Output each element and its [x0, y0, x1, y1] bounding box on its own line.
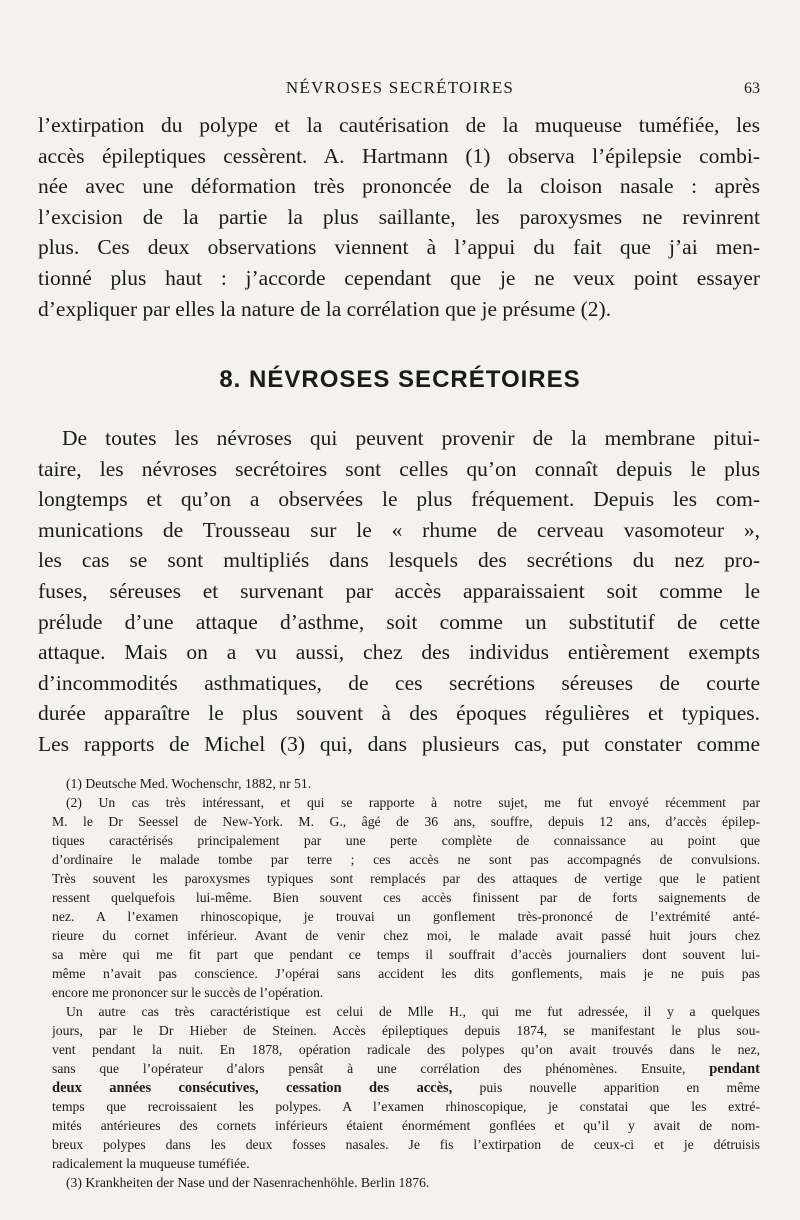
footnote-2b-line: vent pendant la nuit. En 1878, opération radicale des polypes qu’on avait trouvés dans le nez, — [52, 1042, 760, 1057]
footnote-2-line: M. le Dr Seessel de New-York. M. G., âgé de 36 ans, souffre, depuis 12 ans, d’accès épilep- — [52, 814, 760, 829]
text-line: d’expliquer par elles la nature de la corrélation que je présume (2). — [38, 296, 612, 321]
footnote-2b-emphasis: pendant — [709, 1061, 760, 1077]
footnote-3: (3) Krankheiten der Nase und der Nasenrachenhöhle. Berlin 1876. — [66, 1175, 430, 1190]
text-line: longtemps et qu’on a observées le plus fréquement. Depuis les com- — [38, 487, 760, 512]
footnote-2-line: même n’avait pas conscience. J’opérai sans accident les dits gonflements, mais je ne puis pas — [52, 966, 760, 981]
footnote-2-line: ressent quelquefois lui-même. Bien souvent ces accès finissent par de forts saignements de — [52, 890, 760, 905]
footnote-2b-line: radicalement la muqueuse tuméfiée. — [52, 1156, 250, 1171]
page-number: 63 — [744, 80, 760, 97]
text-line: munications de Trousseau sur le « rhume de cerveau vasomoteur », — [38, 517, 760, 542]
main-paragraph — [38, 423, 760, 760]
text-line: De toutes les névroses qui peuvent provenir de la membrane pitui- — [62, 426, 760, 450]
footnote-2b-emphasis: deux années consécutives, cessation des accès, — [52, 1080, 453, 1096]
footnote-1: (1) Deutsche Med. Wochenschr, 1882, nr 51. — [66, 776, 312, 791]
text-line: l’excision de la partie la plus saillante, les paroxysmes ne revinrent — [38, 204, 760, 229]
running-head — [0, 76, 800, 100]
section-heading: 8. NÉVROSES SECRÉTOIRES — [219, 366, 581, 393]
footnote-2b-line: temps que recroissaient les polypes. A l’examen rhinoscopique, je constatai que les extré- — [52, 1099, 760, 1114]
footnote-2b-line-mixed — [52, 1059, 760, 1078]
text-line: les cas se sont multipliés dans lesquels des secrétions du nez pro- — [38, 548, 760, 573]
text-line: Les rapports de Michel (3) qui, dans plusieurs cas, put constater comme — [38, 731, 760, 756]
footnote-2-line: (2) Un cas très intéressant, et qui se rapporte à notre sujet, me fut envoyé récemment par — [66, 795, 760, 810]
text-line: accès épileptiques cessèrent. A. Hartmann (1) observa l’épilepsie combi- — [38, 143, 760, 168]
footnote-2b-line: jours, par le Dr Hieber de Steinen. Accès épileptiques depuis 1874, se manifestant le plus sou- — [52, 1023, 760, 1038]
footnote-2-line: encore me prononcer sur le succès de l’opération. — [52, 985, 324, 1000]
footnote-2-line: sa mère qui me fit part que pendant ce temps il souffrait d’accès journaliers dont souvent lui- — [52, 947, 760, 962]
text-line: attaque. Mais on a vu aussi, chez des individus entièrement exempts — [38, 640, 760, 665]
footnote-2-line: tiques caractérisés principalement par une perte complète de connaissance au point que — [52, 833, 760, 848]
footnote-2b-text: sans que l’opérateur d’alors pensât à une corrélation des phénomènes. Ensuite, — [52, 1061, 686, 1076]
footnote-2-line: d’ordinaire le malade tombe par terre ; ces accès ne sont pas accompagnés de convulsions. — [52, 852, 760, 867]
footnote-2b-line: breux polypes dans les deux fosses nasales. Je fis l’extirpation de ceux-ci et je détruisis — [52, 1137, 760, 1152]
text-line: fuses, séreuses et survenant par accès apparaissaient soit comme le — [38, 578, 760, 603]
text-line: prélude d’une attaque d’asthme, soit comme un substitutif de cette — [38, 609, 760, 634]
text-line: plus. Ces deux observations viennent à l’appui du fait que j’ai men- — [38, 235, 760, 260]
footnote-2-line: rieure du cornet inférieur. Avant de venir chez moi, le malade avait passé huit jours chez — [52, 928, 760, 943]
running-title: NÉVROSES SECRÉTOIRES — [285, 78, 515, 97]
footnote-2b-line: Un autre cas très caractéristique est celui de Mlle H., qui me fut adressée, il y a quelques — [66, 1004, 760, 1019]
footnote-2b-line-mixed — [52, 1078, 760, 1097]
footnote-2b-line: mités antérieures des cornets inférieurs étaient énormément gonflées et qu’il y avait de nom- — [52, 1118, 760, 1133]
text-line: l’extirpation du polype et la cautérisation de la muqueuse tuméfiée, les — [38, 113, 760, 137]
footnotes — [52, 774, 760, 1192]
text-line: durée apparaître le plus souvent à des époques régulières et typiques. — [38, 701, 760, 726]
top-paragraph — [38, 110, 760, 324]
footnote-2b-text: puis nouvelle apparition en même — [479, 1080, 760, 1095]
footnote-2-line: Très souvent les paroxysmes typiques sont remplacés par des attaques de vertige que le patient — [52, 871, 760, 886]
text-line: tionné plus haut : j’accorde cependant que je ne veux point essayer — [38, 265, 760, 290]
text-line: d’incommodités asthmatiques, de ces secrétions séreuses de courte — [38, 670, 760, 695]
text-line: taire, les névroses secrétoires sont celles qu’on connaît depuis le plus — [38, 456, 760, 481]
text-line: née avec une déformation très prononcée de la cloison nasale : après — [38, 174, 760, 199]
footnote-2-line: nez. A l’examen rhinoscopique, je trouvai un gonflement très-prononcé de l’extrémité anté- — [52, 909, 760, 924]
